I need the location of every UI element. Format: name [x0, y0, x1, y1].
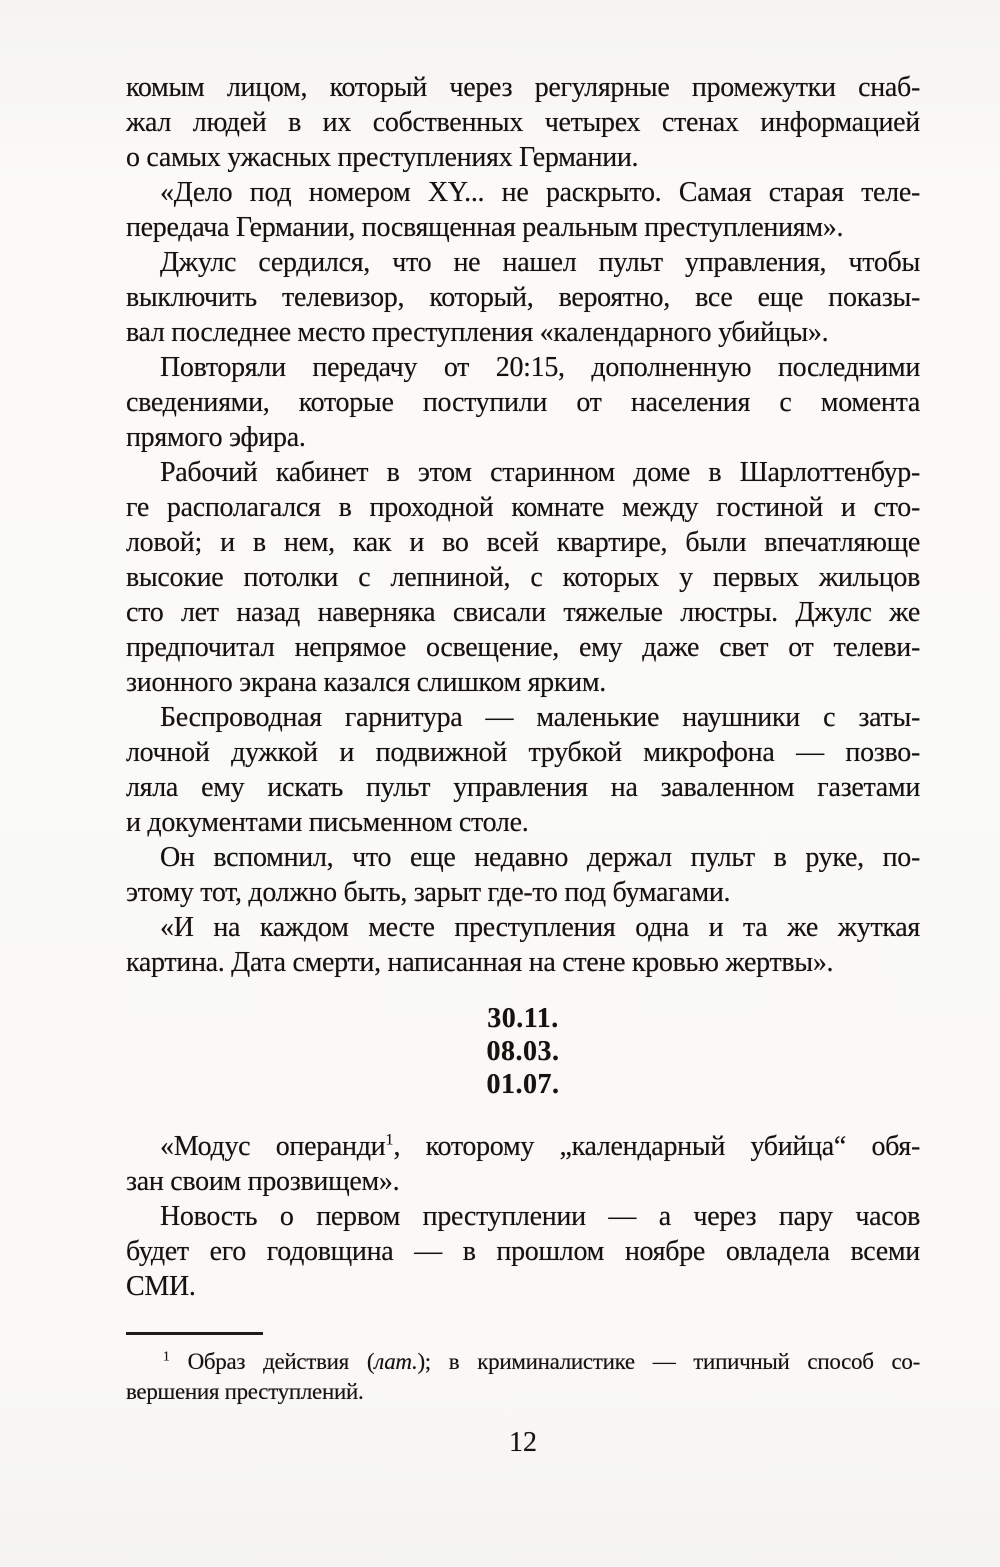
text-line — [126, 1002, 920, 1035]
text-segment: ге располагался в проходной комнате между гостиной и сто- — [126, 492, 920, 523]
text-segment: высокие потолки с лепниной, с которых у первых жильцов — [126, 562, 920, 593]
text-line — [126, 700, 920, 735]
text-line — [126, 1199, 920, 1234]
text-segment: «Дело под номером XY... не раскрыто. Самая старая теле- — [160, 177, 920, 208]
text-segment: и документами письменном столе. — [126, 807, 529, 838]
text-column — [126, 70, 920, 1460]
text-line — [126, 560, 920, 595]
text-segment: Повторяли передачу от 20:15, дополненную последними — [160, 352, 920, 383]
text-line — [126, 175, 920, 210]
text-line — [126, 805, 920, 840]
text-segment: СМИ. — [126, 1271, 196, 1302]
text-segment: ловой; и в нем, как и во всей квартире, были впечатляюще — [126, 527, 920, 558]
text-line — [126, 350, 920, 385]
page-number: 12 — [509, 1427, 537, 1458]
text-line — [126, 1347, 920, 1377]
text-segment: вал последнее место преступления «календарного убийцы». — [126, 317, 829, 348]
text-segment: о самых ужасных преступлениях Германии. — [126, 142, 639, 173]
text-segment: зан своим прозвищем». — [126, 1166, 400, 1197]
footnote-block — [126, 1347, 920, 1407]
text-segment: этому тот, должно быть, зарыт где-то под бумагами. — [126, 877, 731, 908]
text-line — [126, 210, 920, 245]
text-segment: сведениями, которые поступили от населения с момента — [126, 387, 920, 418]
text-segment: комым лицом, который через регулярные промежутки снаб- — [126, 72, 920, 103]
text-line — [126, 140, 920, 175]
text-line — [126, 770, 920, 805]
text-line — [126, 630, 920, 665]
text-segment: Джулс сердился, что не нашел пульт управления, чтобы — [160, 247, 920, 278]
text-segment: Рабочий кабинет в этом старинном доме в Шарлоттенбур- — [160, 457, 920, 488]
text-segment: Он вспомнил, что еще недавно держал пульт в руке, по- — [160, 842, 920, 873]
text-segment: прямого эфира. — [126, 422, 306, 453]
text-line — [126, 280, 920, 315]
text-line — [126, 840, 920, 875]
text-segment: предпочитал непрямое освещение, ему даже свет от телеви- — [126, 632, 920, 663]
footnote-separator-rule — [126, 1332, 263, 1335]
crime-dates-block — [126, 1002, 920, 1101]
text-line — [126, 1377, 920, 1407]
text-line — [126, 105, 920, 140]
text-line — [126, 245, 920, 280]
text-line — [126, 595, 920, 630]
text-segment: вершения преступлений. — [126, 1379, 364, 1404]
text-segment: Образ действия ( — [169, 1349, 375, 1374]
text-segment: ); в криминалистике — типичный способ со- — [417, 1349, 920, 1374]
text-line — [126, 455, 920, 490]
footnote-reference-superscript: 1 — [385, 1130, 394, 1149]
text-line — [126, 1129, 920, 1164]
text-line — [126, 385, 920, 420]
body-text-block — [126, 70, 920, 980]
footnote-reference-superscript: 1 — [163, 1348, 170, 1364]
text-segment: лат. — [374, 1349, 418, 1374]
text-segment: 01.07. — [486, 1069, 560, 1100]
text-line — [126, 315, 920, 350]
text-line — [126, 1234, 920, 1269]
text-line — [126, 490, 920, 525]
text-line — [126, 525, 920, 560]
post-dates-text-block — [126, 1129, 920, 1304]
text-line — [126, 665, 920, 700]
text-segment: жал людей в их собственных четырех стенах информацией — [126, 107, 920, 138]
text-segment: картина. Дата смерти, написанная на стене кровью жертвы». — [126, 947, 834, 978]
text-line — [126, 910, 920, 945]
text-line — [126, 1068, 920, 1101]
text-line — [126, 1035, 920, 1068]
text-segment: зионного экрана казался слишком ярким. — [126, 667, 606, 698]
text-segment: 08.03. — [486, 1036, 560, 1067]
text-segment: будет его годовщина — в прошлом ноябре овладела всеми — [126, 1236, 920, 1267]
text-line — [126, 1269, 920, 1304]
text-segment: 30.11. — [487, 1003, 559, 1034]
text-line — [126, 945, 920, 980]
text-segment: передача Германии, посвященная реальным преступлениям». — [126, 212, 844, 243]
text-segment: Новость о первом преступлении — а через пару часов — [160, 1201, 920, 1232]
text-segment: сто лет назад наверняка свисали тяжелые люстры. Джулс же — [126, 597, 920, 628]
text-line — [126, 735, 920, 770]
text-segment: Беспроводная гарнитура — маленькие наушники с заты- — [160, 702, 920, 733]
text-segment: ляла ему искать пульт управления на заваленном газетами — [126, 772, 920, 803]
text-line — [126, 420, 920, 455]
text-segment: выключить телевизор, который, вероятно, все еще показы- — [126, 282, 920, 313]
text-segment: «Модус операнди — [160, 1131, 386, 1162]
text-segment: , которому „календарный убийца“ обя- — [393, 1131, 921, 1162]
text-segment: «И на каждом месте преступления одна и та же жуткая — [160, 912, 920, 943]
text-segment: лочной дужкой и подвижной трубкой микрофона — позво- — [126, 737, 920, 768]
text-line — [126, 875, 920, 910]
text-line — [126, 1164, 920, 1199]
text-line — [126, 70, 920, 105]
